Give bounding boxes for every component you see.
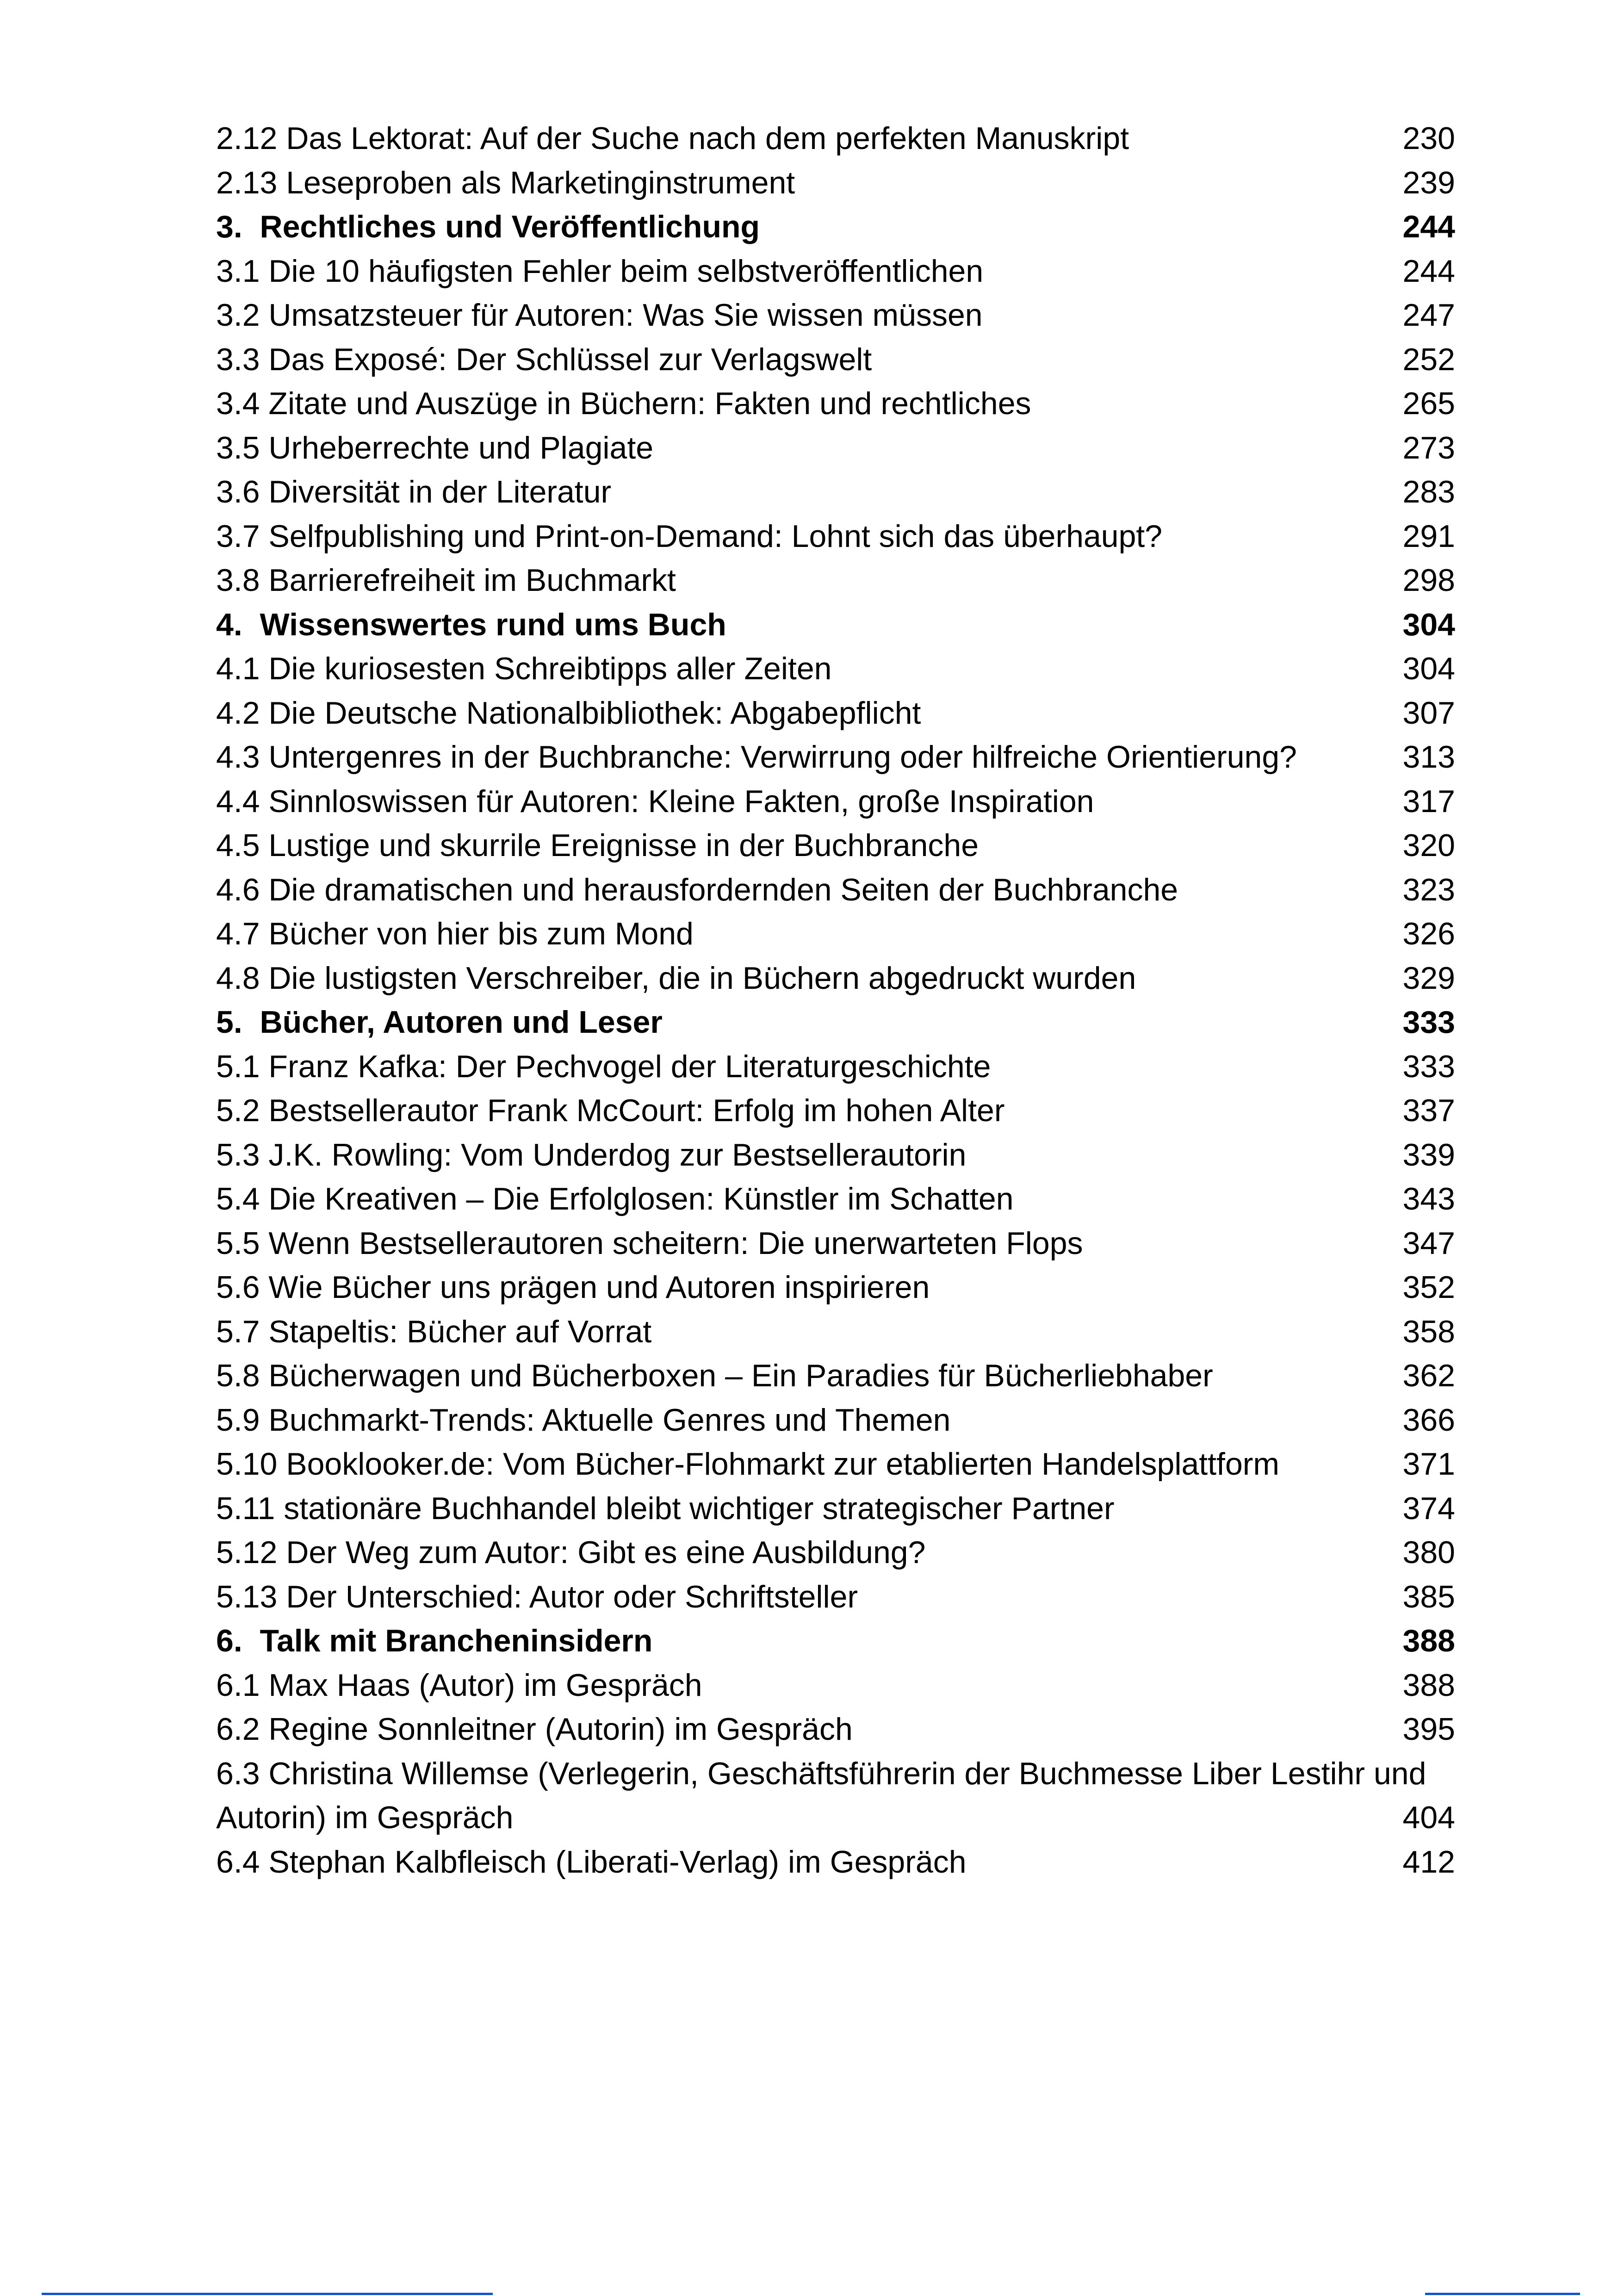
toc-entry-page-number: 388 bbox=[1402, 1623, 1455, 1658]
toc-entry-label: 5.1 Franz Kafka: Der Pechvogel der Literaturgeschichte bbox=[216, 1049, 991, 1084]
toc-entry-page-number: 395 bbox=[1402, 1712, 1455, 1747]
toc-entry-label: 5.12 Der Weg zum Autor: Gibt es eine Ausbildung? bbox=[216, 1535, 926, 1570]
toc-entry-page-number: 385 bbox=[1402, 1579, 1455, 1614]
toc-entry-label: 3.2 Umsatzsteuer für Autoren: Was Sie wissen müssen bbox=[216, 298, 983, 333]
toc-row bbox=[216, 1575, 1455, 1620]
toc-entry-label: 5.5 Wenn Bestsellerautoren scheitern: Die unerwarteten Flops bbox=[216, 1225, 1083, 1261]
bottom-blue-mark-left bbox=[42, 2293, 493, 2295]
toc-row bbox=[216, 161, 1455, 205]
toc-entry-page-number: 273 bbox=[1402, 430, 1455, 465]
toc-row bbox=[216, 1707, 1455, 1752]
toc-entry-page-number: 244 bbox=[1402, 253, 1455, 289]
toc-entry-page-number: 252 bbox=[1402, 341, 1455, 377]
toc-section-heading-label: 5. Bücher, Autoren und Leser bbox=[216, 1005, 663, 1040]
toc-entry-label: 5.11 stationäre Buchhandel bleibt wichtiger strategischer Partner bbox=[216, 1490, 1115, 1526]
toc-entry-label: 5.8 Bücherwagen und Bücherboxen – Ein Paradies für Bücherliebhaber bbox=[216, 1358, 1213, 1393]
toc-row bbox=[216, 1796, 1455, 1840]
toc-row bbox=[216, 338, 1455, 382]
toc-entry-page-number: 307 bbox=[1402, 695, 1455, 731]
toc-entry-page-number: 317 bbox=[1402, 783, 1455, 819]
toc-row bbox=[216, 1354, 1455, 1398]
toc-entry-page-number: 412 bbox=[1402, 1844, 1455, 1880]
toc-entry-page-number: 374 bbox=[1402, 1490, 1455, 1526]
toc-entry-page-number: 339 bbox=[1402, 1137, 1455, 1173]
toc-entry-label: 3.8 Barrierefreiheit im Buchmarkt bbox=[216, 563, 676, 598]
toc-row bbox=[216, 1177, 1455, 1222]
toc-entry-label: 5.7 Stapeltis: Bücher auf Vorrat bbox=[216, 1314, 652, 1349]
toc-row bbox=[216, 868, 1455, 912]
toc-entry-label: 5.13 Der Unterschied: Autor oder Schriftsteller bbox=[216, 1579, 858, 1614]
toc-entry-label: 3.6 Diversität in der Literatur bbox=[216, 474, 612, 509]
toc-row bbox=[216, 1663, 1455, 1708]
toc-row bbox=[216, 558, 1455, 603]
toc-entry-page-number: 333 bbox=[1402, 1005, 1455, 1040]
toc-row bbox=[216, 470, 1455, 515]
toc-row bbox=[216, 382, 1455, 426]
toc-entry-page-number: 329 bbox=[1402, 960, 1455, 996]
toc-entry-label: 6.4 Stephan Kalbfleisch (Liberati-Verlag) im Gespräch bbox=[216, 1844, 967, 1880]
toc-entry-page-number: 358 bbox=[1402, 1314, 1455, 1349]
toc-entry-page-number: 313 bbox=[1402, 739, 1455, 775]
toc-row bbox=[216, 1089, 1455, 1133]
toc-entry-page-number: 304 bbox=[1402, 651, 1455, 686]
toc-entry-label: 6.3 Christina Willemse (Verlegerin, Geschäftsführerin der Buchmesse Liber Lestihr und bbox=[216, 1756, 1426, 1791]
toc-row bbox=[216, 1266, 1455, 1310]
toc-entry-label: 6.1 Max Haas (Autor) im Gespräch bbox=[216, 1667, 702, 1703]
toc-entry-page-number: 291 bbox=[1402, 518, 1455, 554]
toc-row bbox=[216, 647, 1455, 691]
toc-entry-label: 3.1 Die 10 häufigsten Fehler beim selbstveröffentlichen bbox=[216, 253, 984, 289]
toc-row bbox=[216, 603, 1455, 647]
toc-row bbox=[216, 824, 1455, 868]
toc-row bbox=[216, 249, 1455, 294]
toc-row bbox=[216, 1310, 1455, 1354]
toc-entry-page-number: 404 bbox=[1402, 1800, 1455, 1835]
toc-row bbox=[216, 1045, 1455, 1089]
toc-row bbox=[216, 515, 1455, 559]
toc-entry-label: 5.6 Wie Bücher uns prägen und Autoren inspirieren bbox=[216, 1270, 930, 1305]
toc-entry-page-number: 244 bbox=[1402, 209, 1455, 244]
toc-entry-page-number: 326 bbox=[1402, 916, 1455, 951]
toc-entry-page-number: 323 bbox=[1402, 872, 1455, 907]
toc-row bbox=[216, 205, 1455, 249]
toc-entry-label: 4.4 Sinnloswissen für Autoren: Kleine Fakten, große Inspiration bbox=[216, 783, 1094, 819]
toc-entry-label: 4.7 Bücher von hier bis zum Mond bbox=[216, 916, 694, 951]
toc-row bbox=[216, 1487, 1455, 1531]
toc-row bbox=[216, 1398, 1455, 1443]
toc-entry-page-number: 230 bbox=[1402, 121, 1455, 156]
toc-entry-label: 3.3 Das Exposé: Der Schlüssel zur Verlagswelt bbox=[216, 341, 872, 377]
toc-row bbox=[216, 1442, 1455, 1487]
toc-row bbox=[216, 1133, 1455, 1178]
toc-entry-label: 5.9 Buchmarkt-Trends: Aktuelle Genres und Themen bbox=[216, 1402, 951, 1438]
toc-row bbox=[216, 426, 1455, 471]
toc-row bbox=[216, 1840, 1455, 1885]
toc-row bbox=[216, 1222, 1455, 1266]
toc-row bbox=[216, 1619, 1455, 1663]
toc-entry-page-number: 352 bbox=[1402, 1270, 1455, 1305]
toc-entry-page-number: 239 bbox=[1402, 165, 1455, 200]
bottom-blue-mark-right bbox=[1425, 2293, 1580, 2295]
toc-entry-label: 4.3 Untergenres in der Buchbranche: Verwirrung oder hilfreiche Orientierung? bbox=[216, 739, 1297, 775]
toc-entry-label: 4.1 Die kuriosesten Schreibtipps aller Zeiten bbox=[216, 651, 832, 686]
toc-entry-label: 5.4 Die Kreativen – Die Erfolglosen: Künstler im Schatten bbox=[216, 1181, 1014, 1216]
toc-row bbox=[216, 956, 1455, 1001]
toc-row bbox=[216, 691, 1455, 736]
toc-entry-page-number: 320 bbox=[1402, 828, 1455, 863]
toc-entry-page-number: 380 bbox=[1402, 1535, 1455, 1570]
toc-entry-page-number: 298 bbox=[1402, 563, 1455, 598]
toc-row bbox=[216, 1752, 1455, 1796]
toc-row bbox=[216, 293, 1455, 338]
toc-entry-label: 5.2 Bestsellerautor Frank McCourt: Erfolg im hohen Alter bbox=[216, 1093, 1005, 1128]
toc-entry-page-number: 371 bbox=[1402, 1446, 1455, 1482]
toc-entry-page-number: 362 bbox=[1402, 1358, 1455, 1393]
toc-row bbox=[216, 1000, 1455, 1045]
toc-section-heading-label: 6. Talk mit Brancheninsidern bbox=[216, 1623, 653, 1658]
toc-row bbox=[216, 912, 1455, 956]
toc-entry-page-number: 343 bbox=[1402, 1181, 1455, 1216]
toc-entry-label: 4.5 Lustige und skurrile Ereignisse in der Buchbranche bbox=[216, 828, 979, 863]
toc-entry-page-number: 247 bbox=[1402, 298, 1455, 333]
toc-entry-label: 4.8 Die lustigsten Verschreiber, die in Büchern abgedruckt wurden bbox=[216, 960, 1136, 996]
toc-entry-page-number: 265 bbox=[1402, 386, 1455, 421]
toc-entry-page-number: 304 bbox=[1402, 607, 1455, 642]
toc-entry-page-number: 333 bbox=[1402, 1049, 1455, 1084]
toc-entry-label: 6.2 Regine Sonnleitner (Autorin) im Gespräch bbox=[216, 1712, 853, 1747]
toc-entry-label: 3.7 Selfpublishing und Print-on-Demand: Lohnt sich das überhaupt? bbox=[216, 518, 1163, 554]
toc-entry-page-number: 388 bbox=[1402, 1667, 1455, 1703]
toc-entry-label: 2.13 Leseproben als Marketinginstrument bbox=[216, 165, 795, 200]
toc-entry-label: 4.2 Die Deutsche Nationalbibliothek: Abgabepflicht bbox=[216, 695, 921, 731]
toc-row bbox=[216, 117, 1455, 161]
toc-entry-label: 3.5 Urheberrechte und Plagiate bbox=[216, 430, 654, 465]
toc-entry-label: 3.4 Zitate und Auszüge in Büchern: Fakten und rechtliches bbox=[216, 386, 1031, 421]
toc-entry-label: Autorin) im Gespräch bbox=[216, 1800, 514, 1835]
toc-entry-page-number: 283 bbox=[1402, 474, 1455, 509]
toc-entry-label: 4.6 Die dramatischen und herausfordernden Seiten der Buchbranche bbox=[216, 872, 1178, 907]
toc-row bbox=[216, 780, 1455, 824]
toc-entry-page-number: 337 bbox=[1402, 1093, 1455, 1128]
toc-entry-label: 5.3 J.K. Rowling: Vom Underdog zur Bestsellerautorin bbox=[216, 1137, 967, 1173]
toc-section-heading-label: 3. Rechtliches und Veröffentlichung bbox=[216, 209, 760, 244]
table-of-contents bbox=[216, 117, 1455, 1884]
toc-section-heading-label: 4. Wissenswertes rund ums Buch bbox=[216, 607, 726, 642]
toc-row bbox=[216, 735, 1455, 780]
toc-entry-label: 2.12 Das Lektorat: Auf der Suche nach dem perfekten Manuskript bbox=[216, 121, 1129, 156]
toc-entry-label: 5.10 Booklooker.de: Vom Bücher-Flohmarkt zur etablierten Handelsplattform bbox=[216, 1446, 1280, 1482]
toc-entry-page-number: 366 bbox=[1402, 1402, 1455, 1438]
toc-entry-page-number: 347 bbox=[1402, 1225, 1455, 1261]
toc-row bbox=[216, 1531, 1455, 1575]
